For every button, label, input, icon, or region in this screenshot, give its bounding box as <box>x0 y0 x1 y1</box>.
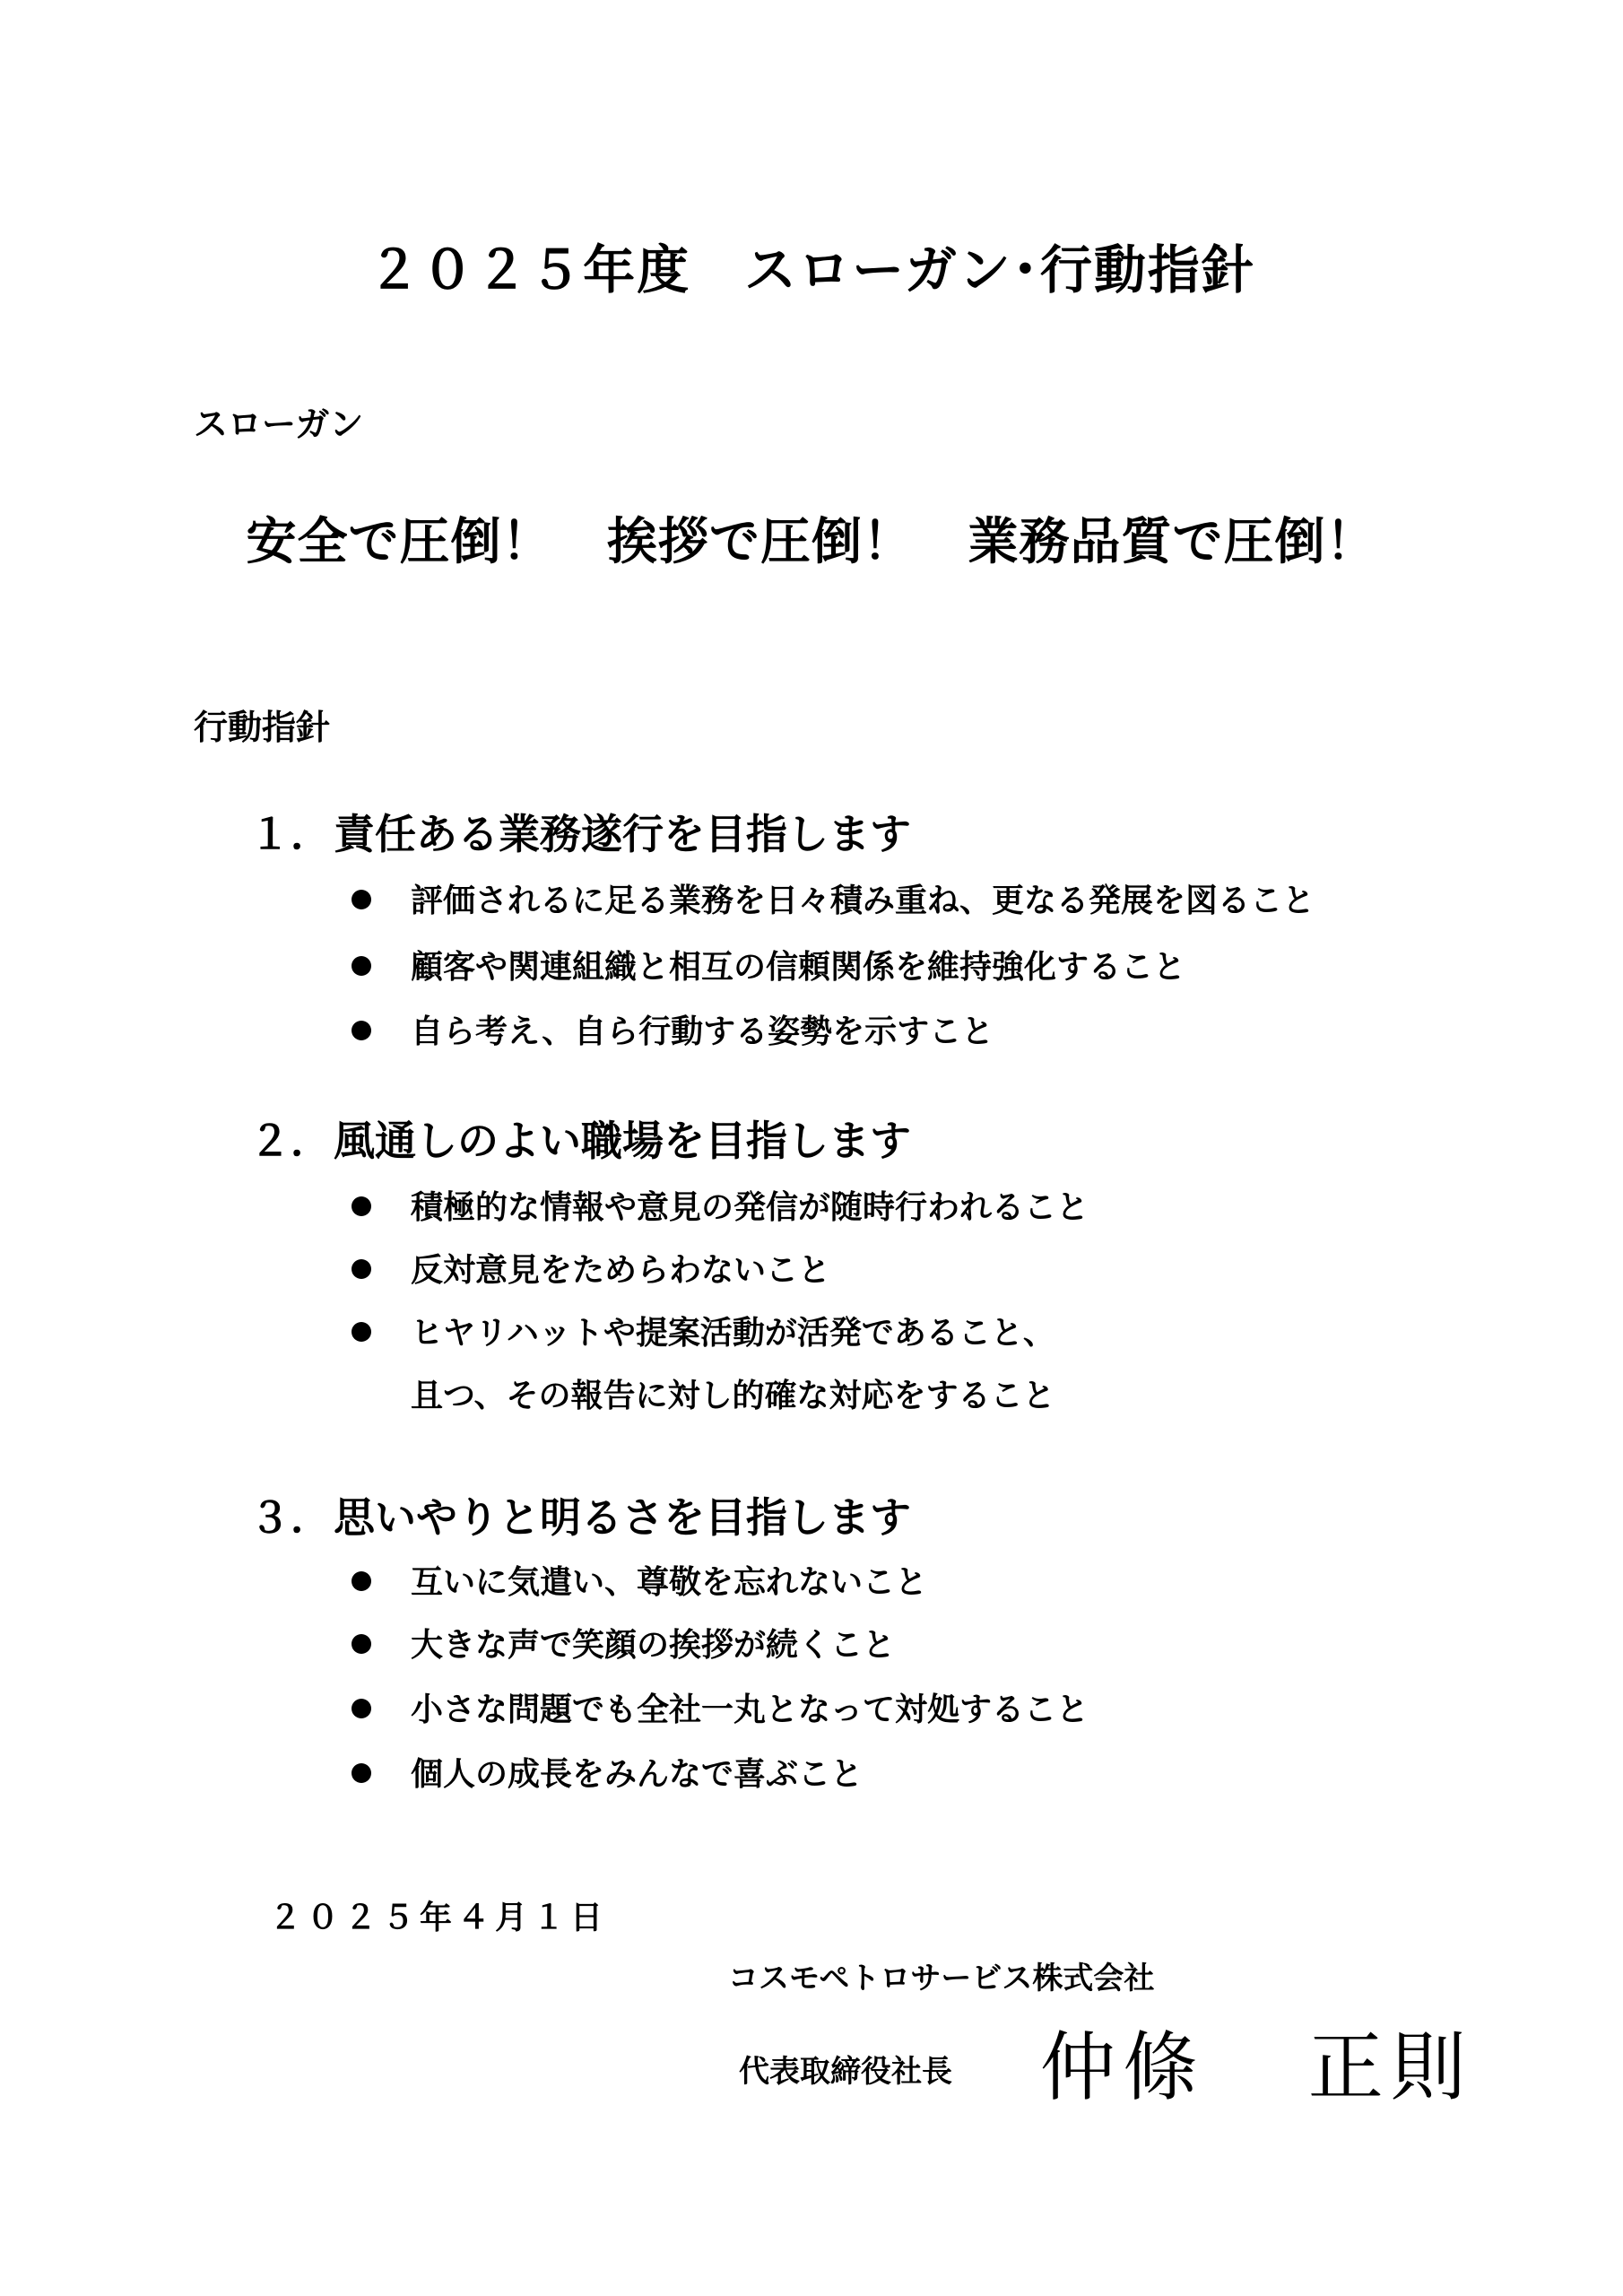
guideline-heading-2 <box>249 1109 911 1168</box>
guideline-heading-text: 風通しのよい職場を目指します <box>334 1117 911 1165</box>
signature-family-name: 仲條 <box>1040 2023 1206 2111</box>
list-item-text: 積極的な情報や意見の発信が随時行われること <box>411 1189 1089 1226</box>
bullet-icon <box>352 1699 371 1718</box>
guidelines-label: 行動指針 <box>194 708 331 747</box>
list-item-text: 顧客や関連組織と相互の信頼関係を維持強化すること <box>411 949 1186 986</box>
list-item-text: 評価されるに足る業務を日々積み重ね、更なる発展を図ること <box>411 883 1315 919</box>
bullet-icon <box>352 1021 371 1040</box>
slogan-phrase-quality: 業務品質で圧倒！ <box>968 513 1377 571</box>
document-title: ２０２５年度 スローガン･行動指針 <box>368 239 1255 300</box>
list-item <box>352 1186 1089 1231</box>
bullet-icon <box>352 1259 371 1279</box>
signatory-role: 代表取締役社長 <box>739 2054 952 2090</box>
list-item-text: 自ら考え、自ら行動する姿勢を示すこと <box>411 1013 994 1050</box>
slogan-phrase-greeting: 挨拶で圧倒！ <box>607 513 914 571</box>
bullet-icon <box>352 956 371 976</box>
list-item <box>352 879 1315 924</box>
list-item <box>352 1623 895 1668</box>
issue-date: ２０２５年４月１日 <box>269 1900 609 1936</box>
signature-given-name: 正則 <box>1307 2023 1473 2111</box>
bullet-icon <box>352 1196 371 1216</box>
list-item <box>352 1010 994 1055</box>
bullet-icon <box>352 1634 371 1654</box>
bullet-icon <box>352 1322 371 1342</box>
guideline-number: ２． <box>249 1117 332 1165</box>
bullet-icon <box>352 1571 371 1591</box>
slogan-label: スローガン <box>194 404 364 444</box>
list-item-text: 互いに気遣い、尊敬を忘れないこと <box>411 1564 928 1601</box>
list-item <box>352 1752 863 1797</box>
list-item-text: 反対意見をためらわないこと <box>411 1252 831 1289</box>
list-item <box>352 1248 830 1293</box>
guideline-number: ３． <box>249 1493 332 1542</box>
signature <box>1040 2007 1473 2116</box>
list-item <box>352 945 1185 990</box>
list-item-text: 個人の成長をみんなで喜ぶこと <box>411 1756 864 1793</box>
guideline-heading-text: 思いやりと明るさを目指します <box>334 1493 911 1542</box>
list-item-text: 大きな声で笑顔の挨拶が続くこと <box>411 1627 896 1664</box>
guideline-number: １． <box>249 810 332 858</box>
slogan-text <box>0 502 1623 574</box>
list-item-text: ヒヤリハットや提案活動が活発であること、 <box>411 1315 1055 1352</box>
list-item <box>352 1688 1089 1733</box>
list-item <box>352 1561 927 1605</box>
slogan-phrase-safety: 安全で圧倒！ <box>246 513 553 571</box>
guideline-heading-3 <box>249 1485 911 1544</box>
list-item <box>352 1311 1055 1356</box>
bullet-icon <box>352 890 371 909</box>
bullet-icon <box>352 1763 371 1783</box>
guideline-heading-1 <box>249 802 911 861</box>
guideline-heading-text: 責任ある業務遂行を目指します <box>334 810 911 858</box>
company-name: コスモペトロサービス株式会社 <box>728 1961 1155 1996</box>
list-item-continuation: 且つ、その報告に対し的確な対応をすること <box>411 1378 1055 1414</box>
list-item-text: 小さな問題でも全社一丸となって対処すること <box>411 1692 1089 1728</box>
